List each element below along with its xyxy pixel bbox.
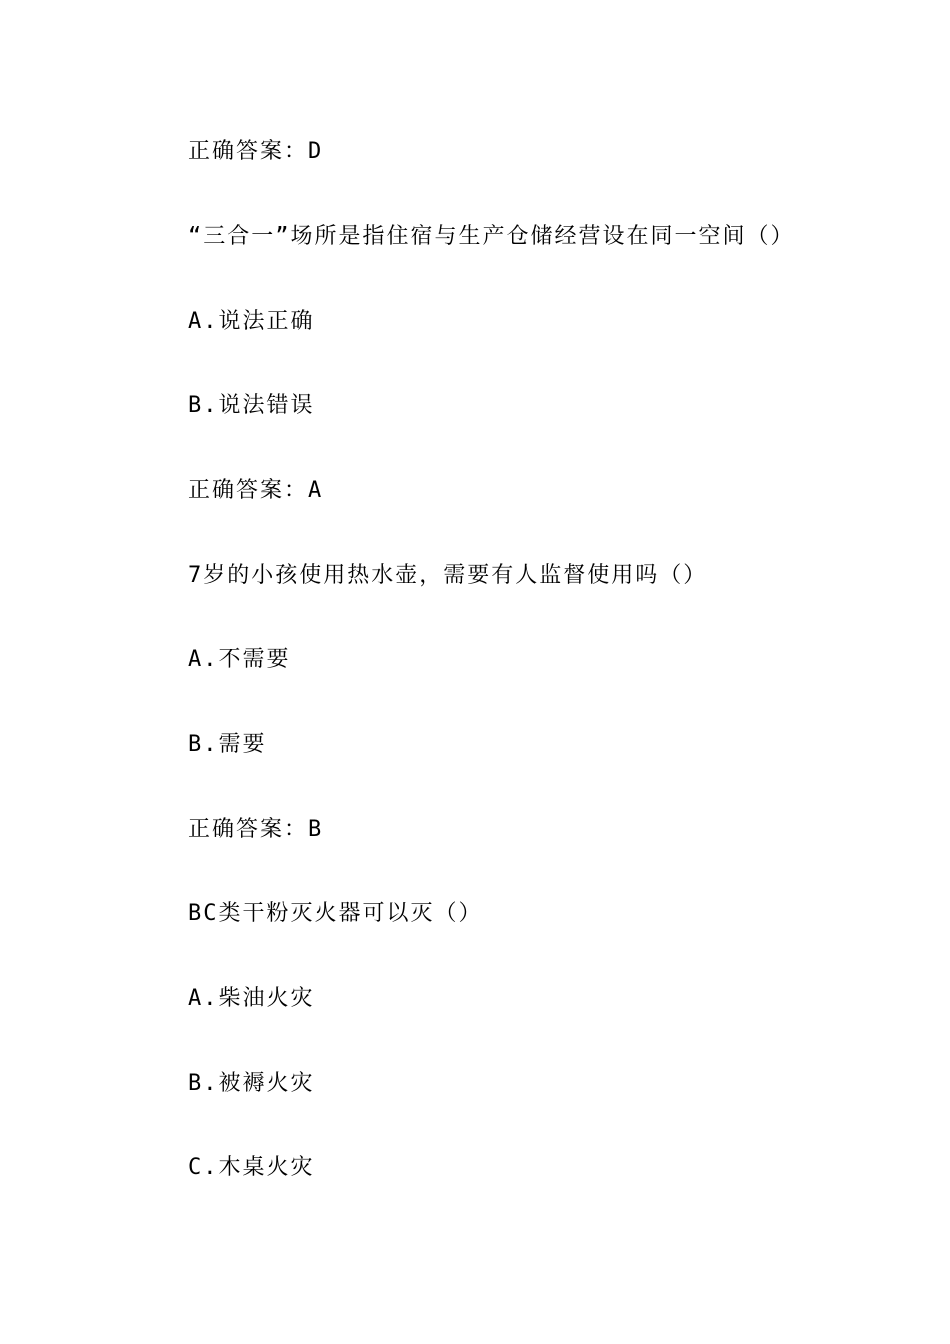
option-b: B.被褥火灾 xyxy=(188,1071,315,1096)
question-text: 7岁的小孩使用热水壶，需要有人监督使用吗（） xyxy=(188,563,708,588)
question-text: BC类干粉灭火器可以灭（） xyxy=(188,901,483,926)
answer-line: 正确答案：D xyxy=(188,139,324,164)
option-a: A.不需要 xyxy=(188,647,291,672)
question-text: “三合一”场所是指住宿与生产仓储经营设在同一空间（） xyxy=(188,224,795,249)
answer-line: 正确答案：B xyxy=(188,817,324,842)
option-c: C.木桌火灾 xyxy=(188,1155,315,1180)
option-a: A.说法正确 xyxy=(188,309,315,334)
option-b: B.需要 xyxy=(188,732,267,757)
answer-line: 正确答案：A xyxy=(188,478,324,503)
option-a: A.柴油火灾 xyxy=(188,986,315,1011)
option-b: B.说法错误 xyxy=(188,393,315,418)
